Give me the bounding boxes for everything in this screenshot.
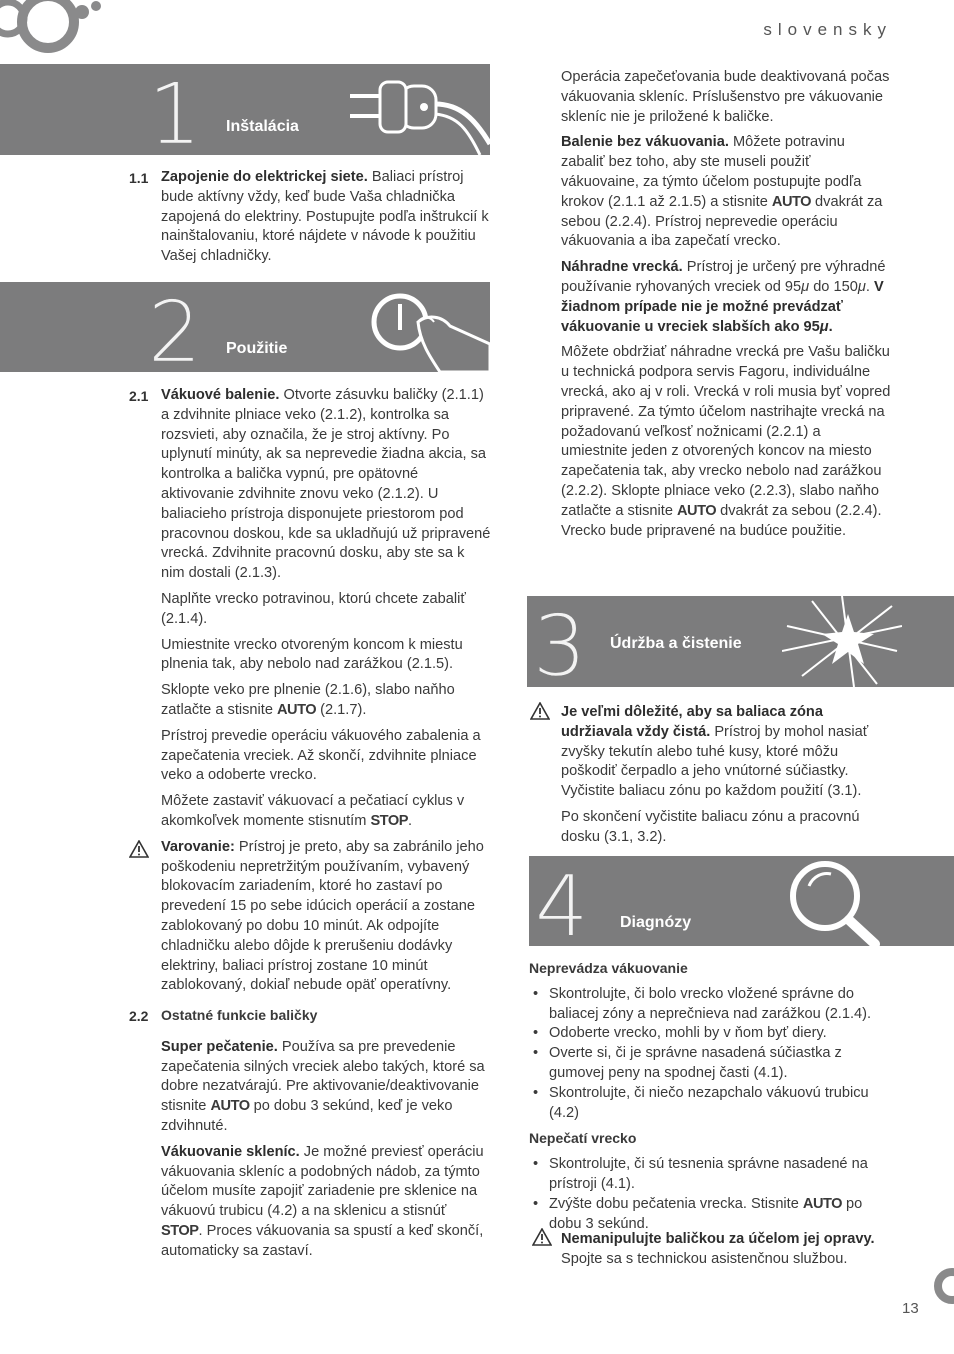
text: Môžete obdržiať náhradne vrecká pre Vašu baličku u technická podpora servis Fagoru, individuálne vrecká, ako aj v roli. Vrecká v roli musia byť vopred pripravené. Za týmto účelom nastrihajte vrecká na požadovanú veľkosť nožnicami (2.2.1) a umiestnite jeden z otvorených koncov na miesto zapečatenia tak, aby vrecko nebolo nad zarážkou (2.2.2). Sklopte plniace veko (2.2.3), slabo naňho zatlačte a stisnite (561, 344, 891, 519)
text: . (407, 812, 412, 829)
text: dvakrát za sebou (2.2.4). Vrecko bude pripravené na budúce použitie. (561, 502, 882, 539)
warning-paragraph (561, 703, 891, 802)
stop-key-label: STOP (161, 1222, 199, 1239)
paragraph (561, 133, 891, 252)
bold-text: . (828, 318, 833, 335)
stop-key-label: STOP (370, 812, 408, 829)
list-item (529, 1195, 891, 1235)
list-item: • Skontrolujte, či sú tesnenia správne nasadené na prístroji (4.1). (529, 1155, 891, 1195)
paragraph: Umiestnite vrecko otvoreným koncom k miestu plnenia tak, aby nebolo nad zarážkou (2.1.5). (161, 636, 463, 673)
subsection-heading: Nepečatí vrecko (529, 1130, 637, 1147)
list-item: • Odoberte vrecko, mohli by v ňom byť diery. (529, 1024, 891, 1044)
item-number: 2.2 (129, 1008, 149, 1024)
section-title: Diagnózy (620, 914, 692, 931)
section-number: 3 (533, 597, 587, 687)
warning-paragraph (561, 1230, 896, 1270)
text: Používa sa pre prevedenie zapečatenia silných vreciek alebo takých, ktoré sa dobre nezatvárajú. Pre aktivovanie/deaktivovanie stisnite (161, 1038, 485, 1115)
text: po dobu 3 sekúnd. (549, 1195, 863, 1232)
paragraph (161, 1143, 491, 1262)
bold-lead: Zapojenie do elektrickej siete. (161, 169, 368, 185)
warning-paragraph (161, 838, 491, 996)
bold-lead: Nemanipulujte baličkou za účelom jej opravy. (561, 1231, 875, 1247)
auto-key-label: AUTO (677, 502, 717, 519)
paragraph (161, 681, 491, 721)
micron-symbol: μ (857, 278, 866, 295)
language-label: slovensky (763, 20, 892, 39)
bold-lead: Super pečatenie. (161, 1038, 278, 1055)
text: do 150 (809, 278, 858, 295)
item-number: 1.1 (129, 170, 149, 186)
auto-key-label: AUTO (210, 1098, 250, 1115)
list-item: • Skontrolujte, či bolo vrecko vložené správne do baliacej zóny a neprečnieva nad zarážkou (2.1.4). (529, 985, 891, 1025)
bold-lead: Vákuovanie skleníc. (161, 1143, 300, 1160)
paragraph (161, 386, 491, 584)
paragraph (161, 792, 491, 832)
paragraph (561, 343, 891, 541)
decorative-circle (914, 1262, 954, 1310)
paragraph: Po skončení vyčistite baliacu zónu a pracovnú dosku (3.1, 3.2). (561, 808, 860, 845)
section-1-header (0, 64, 490, 155)
text: . (865, 278, 874, 295)
section-number: 1 (148, 65, 202, 155)
micron-symbol: μ (819, 318, 829, 335)
section-number: 2 (148, 283, 202, 372)
list-item: • Overte si, či je správne nasadená súčiastka z gumovej peny na spodnej časti (4.1). (529, 1044, 891, 1084)
s4-block (529, 959, 891, 1240)
text: Baliaci prístroj bude aktívny vždy, keď bude Vaša chladnička zapojená do elektriny. Postupujte podľa inštrukcií k nainštalovaniu, ktoré nájdete v návode k použitiu Vašej chladničky. (161, 169, 489, 265)
text: . Proces vákuovania sa spustí a keď skončí, automaticky sa zastaví. (161, 1222, 484, 1259)
section-number: 4 (535, 857, 589, 946)
list-item: • Skontrolujte, či niečo nezapchalo vákuovú trubicu (4.2) (529, 1084, 891, 1124)
text: Prístroj by mohol nasiať zvyšky tekutín alebo tuhé kusy, ktoré môžu poškodiť čerpadlo a jeho vnútorné súčiastky. Vyčistite baliacu zónu po každom použití (3.1). (561, 723, 869, 800)
section-4-header (529, 856, 954, 946)
warning-icon (530, 702, 550, 720)
bold-lead: Balenie bez vákuovania. (561, 134, 729, 151)
s2-2-block (161, 1006, 491, 1268)
bullet-list (529, 1155, 891, 1234)
section-title: Údržba a čistenie (610, 635, 742, 652)
micron-symbol: μ (801, 278, 810, 295)
warning-icon (532, 1228, 552, 1246)
bold-lead: Je veľmi dôležité, aby sa baliaca zóna udržiavala vždy čistá. (561, 704, 823, 740)
s1-block (161, 168, 491, 273)
text: Spojte sa s technickou asistenčnou službou. (561, 1250, 848, 1267)
text: Sklopte veko pre plnenie (2.1.6), slabo naňho zatlačte a stisnite (161, 682, 455, 718)
bold-lead: Náhradne vrecká. (561, 259, 683, 276)
text: Prístroj je preto, aby sa zabránilo jeho poškodeniu nepretržitým používaním, vybavený blokovacím zariadením, ktoré ho zastaví po prevedení 15 po sebe idúcich operácií a zostane zablokovaný po dobu 10 minút. Ak odpojíte chladničku alebo dôjde k prerušeniu dodávky elektriny, baliaci prístroj zostane 10 minút zablokovaný, dokiaľ nebude opäť operatívny. (161, 838, 484, 994)
plug-icon (340, 64, 490, 155)
paragraph (161, 168, 491, 267)
s3-block (561, 703, 891, 854)
s4-warning-block (561, 1230, 896, 1276)
text: Otvorte zásuvku baličky (2.1.1) a zdvihnite plniace veko (2.1.2), kontrolka sa rozsvieti, aby označila, že je stroj aktívny. Po uplynutí minúty, ak sa neprevedie žiadna akcia, sa kontrolka a balička vypnú, pre opätovné aktivovanie zdvihnite znovu veko (2.1.2). U baliacieho prístroja disponujete priestorom pod pracovnou doskou, kde sa ukladňujú už pripravené vrecká. Zdvihnite pracovnú dosku, aby ste sa k nim dostali (2.1.3). (161, 387, 491, 582)
paragraph (161, 1038, 491, 1137)
bullet-list (529, 985, 891, 1124)
bold-lead: Varovanie: (161, 838, 235, 855)
text: Zvýšte dobu pečatenia vrecka. Stisnite (549, 1195, 803, 1212)
text: Môžete zastaviť vákuovací a pečatiací cyklus v akomkoľvek momente stisnutím (161, 793, 465, 829)
s2-block (161, 386, 491, 1002)
text: Je možné previesť operáciu vákuovania skleníc a podobných nádob, za týmto účelom musíte zapojiť zariadenie pre sklenice na vákuovú trubicu (4.2) a na sklenicu a stisnúť (161, 1143, 484, 1220)
magnifier-icon (779, 856, 889, 946)
subsection-heading: Neprevádza vákuovanie (529, 960, 688, 976)
text: (2.1.7). (316, 701, 367, 718)
text: Prístroj je určený pre výhradné používanie ryhovaných vreciek od 95 (561, 259, 886, 295)
subsection-heading: Ostatné funkcie baličky (161, 1007, 318, 1023)
paragraph: Naplňte vrecko potravinou, ktorú chcete zabaliť (2.1.4). (161, 590, 466, 627)
paragraph: Operácia zapečeťovania bude deaktivovaná počas vákuovania skleníc. Príslušenstvo pre vákuovanie skleníc nie je priložené k baličke. (561, 69, 890, 125)
warning-icon (129, 840, 149, 858)
bold-text: V žiadnom prípade nie je možné prevádzať vákuovanie u vreciek slabších ako 95 (561, 278, 884, 335)
paragraph: Prístroj prevedie operáciu vákuového zabalenia a zapečatenia vreciek. Až skončí, zdvihnite plniace veko a odoberte vrecko. (161, 727, 481, 784)
auto-key-label: AUTO (802, 1195, 842, 1212)
sparkle-icon (782, 596, 902, 687)
section-2-header (0, 282, 490, 372)
page-number: 13 (902, 1300, 919, 1317)
decorative-circles (0, 0, 110, 60)
finger-press-icon (370, 282, 490, 372)
right-column-block (561, 68, 891, 547)
auto-key-label: AUTO (277, 701, 317, 718)
item-number: 2.1 (129, 388, 149, 404)
section-title: Inštalácia (226, 118, 299, 135)
text: po dobu 3 sekúnd, keď je veko zdvihnuté. (161, 1098, 453, 1134)
text: dvakrát za sebou (2.2.4). Prístroj neprevedie operáciu vákuovania a iba zapečatí vrecko. (561, 193, 883, 250)
paragraph (561, 258, 891, 337)
section-title: Použitie (226, 340, 288, 357)
text: Môžete potravinu zabaliť bez toho, aby ste museli použiť vákuovaine, za týmto účelom postupujte podľa krokov (2.1.1 až 2.1.5) a stisnite (561, 134, 862, 210)
auto-key-label: AUTO (771, 193, 811, 210)
bold-lead: Vákuové balenie. (161, 387, 280, 403)
section-3-header (527, 596, 954, 687)
